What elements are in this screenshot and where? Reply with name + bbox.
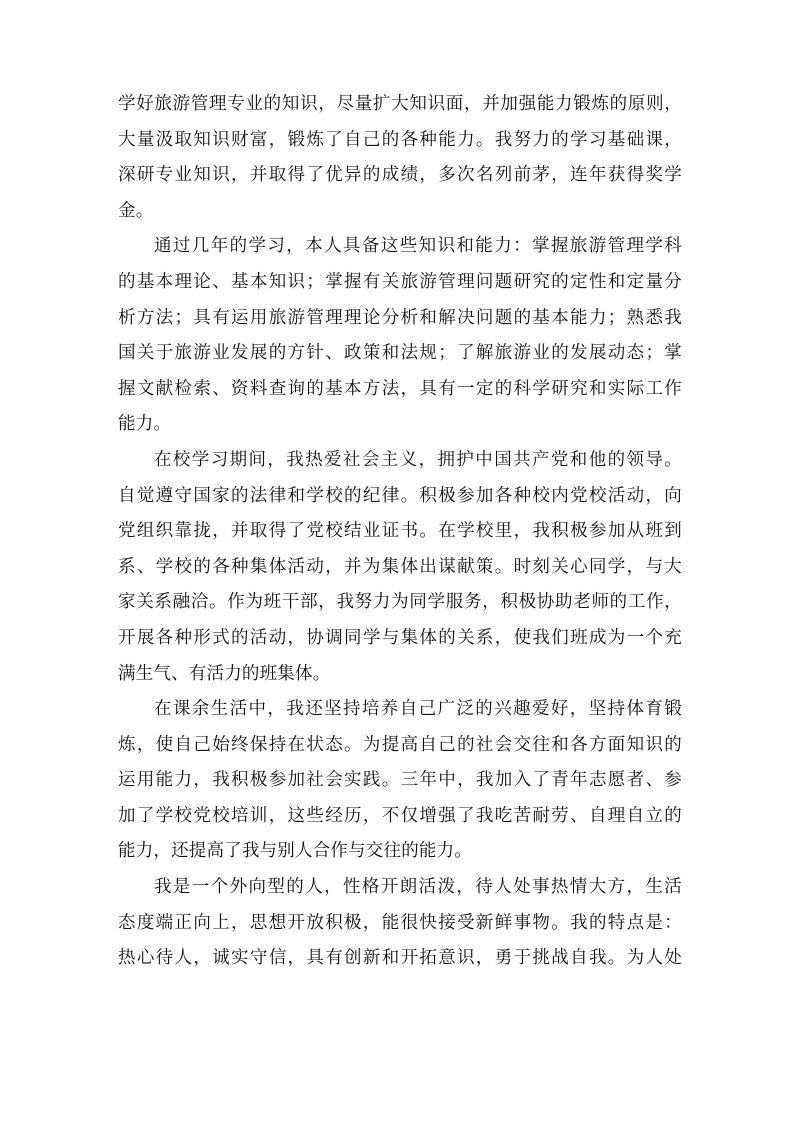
text-line: 学好旅游管理专业的知识，尽量扩大知识面，并加强能力锻炼的原则， <box>118 94 682 114</box>
text-line: 在校学习期间，我热爱社会主义，拥护中国共产党和他的领导。 <box>154 449 682 470</box>
text-line: 炼，使自己始终保持在状态。为提高自己的社会交往和各方面知识的 <box>118 734 682 755</box>
document-body <box>118 87 682 977</box>
text-line: 深研专业知识，并取得了优异的成绩，多次名列前茅，连年获得奖学 <box>118 165 682 186</box>
text-line: 国关于旅游业发展的方针、政策和法规；了解旅游业的发展动态；掌 <box>118 343 682 364</box>
text-line: 运用能力，我积极参加社会实践。三年中，我加入了青年志愿者、参 <box>118 770 682 791</box>
text-line: 握文献检索、资料查询的基本方法，具有一定的科学研究和实际工作 <box>118 378 682 399</box>
text-line: 系、学校的各种集体活动，并为集体出谋献策。时刻关心同学，与大 <box>118 556 682 577</box>
text-line: 通过几年的学习，本人具备这些知识和能力：掌握旅游管理学科 <box>154 236 682 257</box>
text-line: 能力。 <box>118 414 172 435</box>
text-line: 析方法；具有运用旅游管理理论分析和解决问题的基本能力；熟悉我 <box>118 307 682 328</box>
text-line: 热心待人，诚实守信，具有创新和开拓意识，勇于挑战自我。为人处 <box>118 948 682 969</box>
text-line: 党组织靠拢，并取得了党校结业证书。在学校里，我积极参加从班到 <box>118 521 682 542</box>
text-line: 的基本理论、基本知识；掌握有关旅游管理问题研究的定性和定量分 <box>118 271 682 292</box>
text-line: 我是一个外向型的人，性格开朗活泼，待人处事热情大方，生活 <box>154 877 682 898</box>
text-line: 在课余生活中，我还坚持培养自己广泛的兴趣爱好，坚持体育锻 <box>154 699 682 720</box>
text-line: 加了学校党校培训，这些经历，不仅增强了我吃苦耐劳、自理自立的 <box>118 805 682 826</box>
text-line: 态度端正向上，思想开放积极，能很快接受新鲜事物。我的特点是： <box>118 912 682 933</box>
text-line: 自觉遵守国家的法律和学校的纪律。积极参加各种校内党校活动，向 <box>118 485 682 506</box>
text-line: 能力，还提高了我与别人合作与交往的能力。 <box>118 841 472 862</box>
text-line: 开展各种形式的活动，协调同学与集体的关系，使我们班成为一个充 <box>118 627 682 648</box>
text-line: 金。 <box>118 200 154 221</box>
text-line: 满生气、有活力的班集体。 <box>118 663 331 684</box>
text-line: 家关系融洽。作为班干部，我努力为同学服务，积极协助老师的工作， <box>118 592 682 613</box>
text-line: 大量汲取知识财富，锻炼了自己的各种能力。我努力的学习基础课， <box>118 129 682 150</box>
